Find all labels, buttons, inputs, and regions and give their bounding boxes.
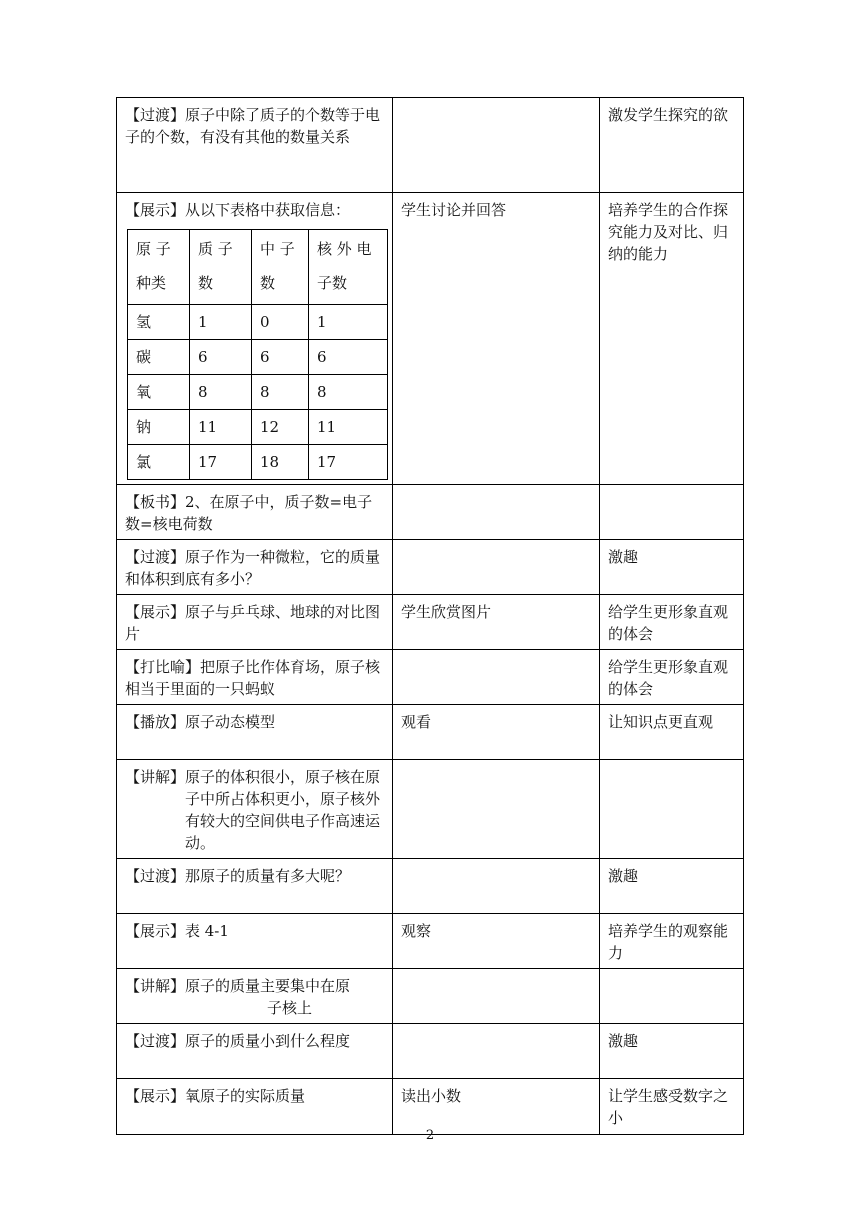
- atom-table-cell: 6: [309, 340, 388, 375]
- cell-text: 【展示】从以下表格中获取信息：: [125, 201, 351, 219]
- atom-table-cell: 钠: [128, 410, 190, 445]
- atom-table-cell: 1: [309, 305, 388, 340]
- teacher-activity-cell: 【过渡】原子作为一种微粒，它的质量和体积到底有多小？: [117, 540, 393, 595]
- atom-table-cell: 17: [190, 445, 252, 480]
- atom-table-cell: 6: [190, 340, 252, 375]
- student-activity-cell: [393, 760, 600, 859]
- teacher-activity-cell: 【展示】原子与乒乓球、地球的对比图片: [117, 595, 393, 650]
- design-intent-cell: 给学生更形象直观的体会: [600, 650, 744, 705]
- atom-table-row: [128, 375, 388, 410]
- atom-table-cell: 17: [309, 445, 388, 480]
- atom-table-row: [128, 410, 388, 445]
- table-row: [117, 98, 744, 193]
- atom-table-row: [128, 340, 388, 375]
- atom-table-cell: 11: [309, 410, 388, 445]
- atom-table-cell: 18: [252, 445, 309, 480]
- table-row: [117, 859, 744, 914]
- student-activity-cell: 读出小数: [393, 1079, 600, 1135]
- design-intent-cell: 激趣: [600, 859, 744, 914]
- atom-table-cell: 氢: [128, 305, 190, 340]
- design-intent-cell: [600, 969, 744, 1024]
- cell-text: 原子的体积很小，原子核在原子中所占体积更小，原子核外有较大的空间供电子作高速运动。: [185, 768, 381, 852]
- teacher-activity-cell: 【过渡】原子的质量小到什么程度: [117, 1024, 393, 1079]
- table-row: [117, 914, 744, 969]
- atom-table-header: 核 外 电 子数: [309, 230, 388, 305]
- atom-table-header: 原 子 种类: [128, 230, 190, 305]
- atom-table-cell: 8: [252, 375, 309, 410]
- atom-table-cell: 6: [252, 340, 309, 375]
- atom-table-header: 质 子 数: [190, 230, 252, 305]
- design-intent-cell: [600, 760, 744, 859]
- table-row: [117, 1079, 744, 1135]
- teacher-activity-cell: [117, 969, 393, 1024]
- table-row: [117, 595, 744, 650]
- student-activity-cell: [393, 1024, 600, 1079]
- table-row: [117, 650, 744, 705]
- student-activity-cell: 观察: [393, 914, 600, 969]
- atom-table-cell: 碳: [128, 340, 190, 375]
- student-activity-cell: [393, 969, 600, 1024]
- design-intent-cell: 培养学生的合作探究能力及对比、归纳的能力: [600, 193, 744, 485]
- design-intent-cell: [600, 485, 744, 540]
- design-intent-cell: 让学生感受数字之小: [600, 1079, 744, 1135]
- student-activity-cell: 学生欣赏图片: [393, 595, 600, 650]
- table-row: [117, 540, 744, 595]
- table-row: [117, 193, 744, 485]
- design-intent-cell: 给学生更形象直观的体会: [600, 595, 744, 650]
- atom-table-cell: 11: [190, 410, 252, 445]
- design-intent-cell: 让知识点更直观: [600, 705, 744, 760]
- atom-table-header-row: [128, 230, 388, 305]
- lesson-plan-table: [116, 97, 744, 1135]
- design-intent-cell: 培养学生的观察能力: [600, 914, 744, 969]
- atom-table-cell: 氧: [128, 375, 190, 410]
- atom-table-cell: 8: [190, 375, 252, 410]
- atom-table-cell: 氯: [128, 445, 190, 480]
- student-activity-cell: [393, 650, 600, 705]
- page-number: 2: [425, 1128, 435, 1143]
- atom-table-cell: 12: [252, 410, 309, 445]
- table-row: [117, 705, 744, 760]
- atom-table-cell: 1: [190, 305, 252, 340]
- atom-table-row: [128, 305, 388, 340]
- atom-table-cell: 8: [309, 375, 388, 410]
- student-activity-cell: 学生讨论并回答: [393, 193, 600, 485]
- table-row: [117, 485, 744, 540]
- student-activity-cell: [393, 485, 600, 540]
- table-row: [117, 760, 744, 859]
- cell-tag: 【讲解】: [125, 768, 186, 786]
- student-activity-cell: [393, 98, 600, 193]
- student-activity-cell: [393, 859, 600, 914]
- atom-table-row: [128, 445, 388, 480]
- teacher-activity-cell: 【展示】表 4-1: [117, 914, 393, 969]
- teacher-activity-cell: 【播放】原子动态模型: [117, 705, 393, 760]
- design-intent-cell: 激发学生探究的欲: [600, 98, 744, 193]
- teacher-activity-cell: [117, 193, 393, 485]
- teacher-activity-cell: 【过渡】原子中除了质子的个数等于电子的个数，有没有其他的数量关系: [117, 98, 393, 193]
- cell-text: 子核上: [267, 999, 313, 1017]
- table-row: [117, 969, 744, 1024]
- student-activity-cell: [393, 540, 600, 595]
- design-intent-cell: 激趣: [600, 1024, 744, 1079]
- atom-table-cell: 0: [252, 305, 309, 340]
- cell-text: 【讲解】原子的质量主要集中在原: [125, 977, 351, 995]
- teacher-activity-cell: 【打比喻】把原子比作体育场，原子核相当于里面的一只蚂蚁: [117, 650, 393, 705]
- design-intent-cell: 激趣: [600, 540, 744, 595]
- atom-composition-table: [127, 229, 388, 480]
- teacher-activity-cell: [117, 760, 393, 859]
- table-row: [117, 1024, 744, 1079]
- student-activity-cell: 观看: [393, 705, 600, 760]
- teacher-activity-cell: 【展示】氧原子的实际质量: [117, 1079, 393, 1135]
- teacher-activity-cell: 【板书】2、在原子中，质子数=电子数=核电荷数: [117, 485, 393, 540]
- atom-table-header: 中 子 数: [252, 230, 309, 305]
- teacher-activity-cell: 【过渡】那原子的质量有多大呢？: [117, 859, 393, 914]
